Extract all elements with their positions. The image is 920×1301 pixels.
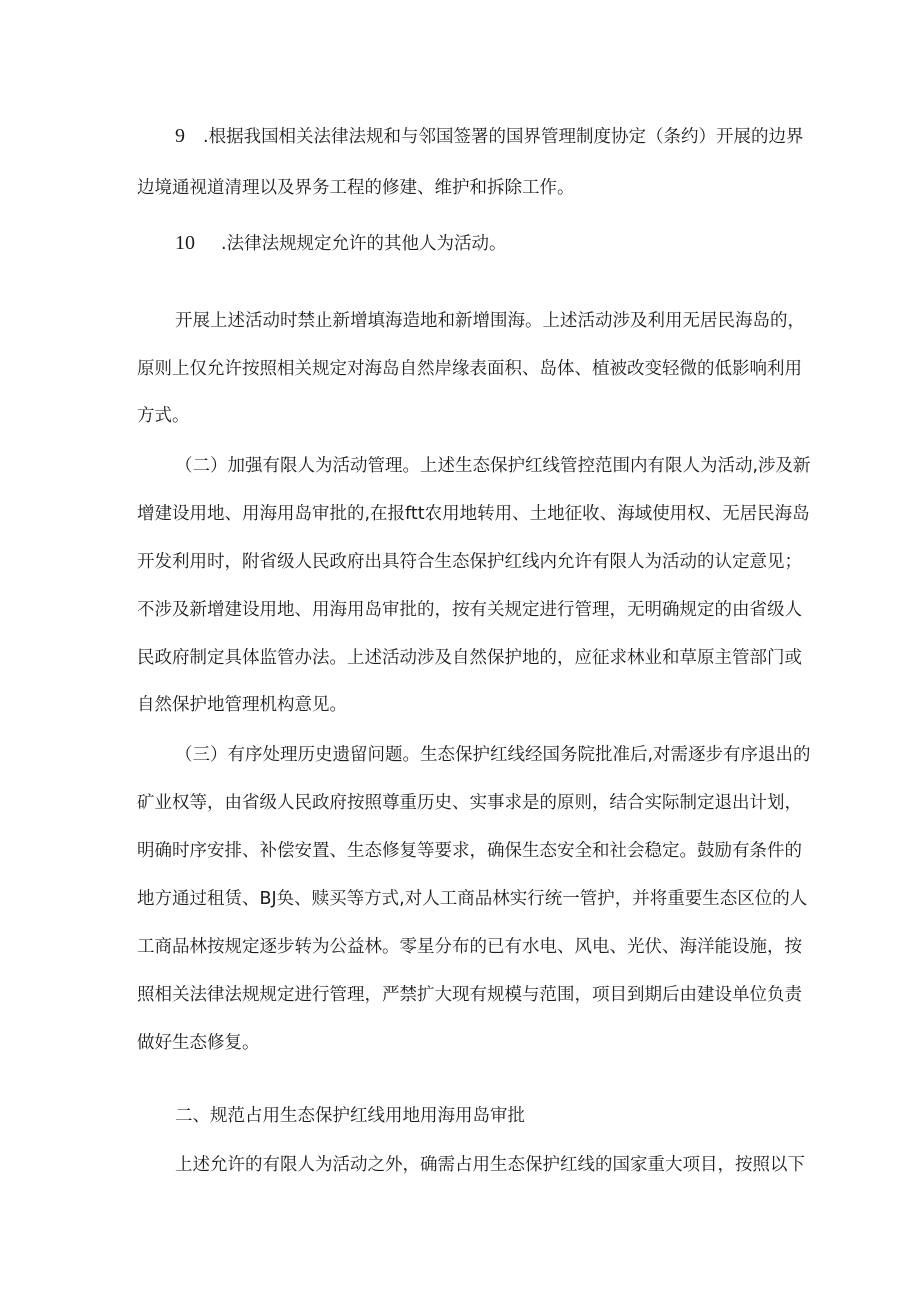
paragraph-1-line-3: 方式。: [137, 406, 190, 426]
paragraph-3-line-7: 做好生态修复。: [137, 1033, 260, 1053]
paragraph-3-line-3: 明确时序安排、补偿安置、生态修复等要求，确保生态安全和社会稳定。鼓励有条件的: [137, 841, 802, 861]
list-item-9-line-2: 边境通视道清理以及界务工程的修建、维护和拆除工作。: [137, 178, 575, 198]
list-item-number: 9: [175, 125, 185, 147]
paragraph-2-line-1: （二）加强有限人为活动管理。上述生态保护红线管控范围内有限人为活动,涉及新: [175, 456, 811, 476]
paragraph-2-line-6: 自然保护地管理机构意见。: [137, 695, 347, 715]
paragraph-3-line-5: 工商品林按规定逐步转为公益林。零星分布的已有水电、风电、光伏、海洋能设施，按: [137, 937, 802, 957]
section-heading: 二、规范占用生态保护红线用地用海用岛审批: [175, 1106, 525, 1126]
paragraph-2-line-5: 民政府制定具体监管办法。上述活动涉及自然保护地的，应征求林业和草原主管部门或: [137, 648, 802, 668]
paragraph-3-line-1: （三）有序处理历史遗留问题。生态保护红线经国务院批准后,对需逐步有序退出的: [175, 745, 811, 765]
list-item-10-line-1: [175, 231, 507, 256]
paragraph-1-line-1: 开展上述活动时禁止新增填海造地和新增围海。上述活动涉及利用无居民海岛的，: [175, 311, 805, 331]
list-item-9-line-1: [175, 124, 804, 149]
paragraph-3-line-6: 照相关法律法规规定进行管理，严禁扩大现有规模与范围，项目到期后由建设单位负责: [137, 985, 802, 1005]
paragraph-2-line-2: 增建设用地、用海用岛审批的,在报ftt农用地转用、土地征收、海域使用权、无居民海岛: [137, 504, 810, 524]
list-item-text: .法律法规规定允许的其他人为活动。: [221, 234, 507, 254]
paragraph-1-line-2: 原则上仅允许按照相关规定对海岛自然岸缘表面积、岛体、植被改变轻微的低影响利用: [137, 359, 802, 379]
paragraph-2-line-4: 不涉及新增建设用地、用海用岛审批的，按有关规定进行管理，无明确规定的由省级人: [137, 600, 802, 620]
paragraph-3-line-4: 地方通过租赁、BJ奂、赎买等方式,对人工商品林实行统一管护，并将重要生态区位的人: [137, 889, 808, 909]
list-item-text: .根据我国相关法律法规和与邻国签署的国界管理制度协定（条约）开展的边界: [203, 127, 804, 147]
paragraph-3-line-2: 矿业权等，由省级人民政府按照尊重历史、实事求是的原则，结合实际制定退出计划，: [137, 793, 802, 813]
list-item-number: 10: [175, 232, 195, 254]
closing-paragraph-line-1: 上述允许的有限人为活动之外，确需占用生态保护红线的国家重大项目，按照以下: [175, 1155, 805, 1175]
paragraph-2-line-3: 开发利用时，附省级人民政府出具符合生态保护红线内允许有限人为活动的认定意见；: [137, 552, 802, 572]
